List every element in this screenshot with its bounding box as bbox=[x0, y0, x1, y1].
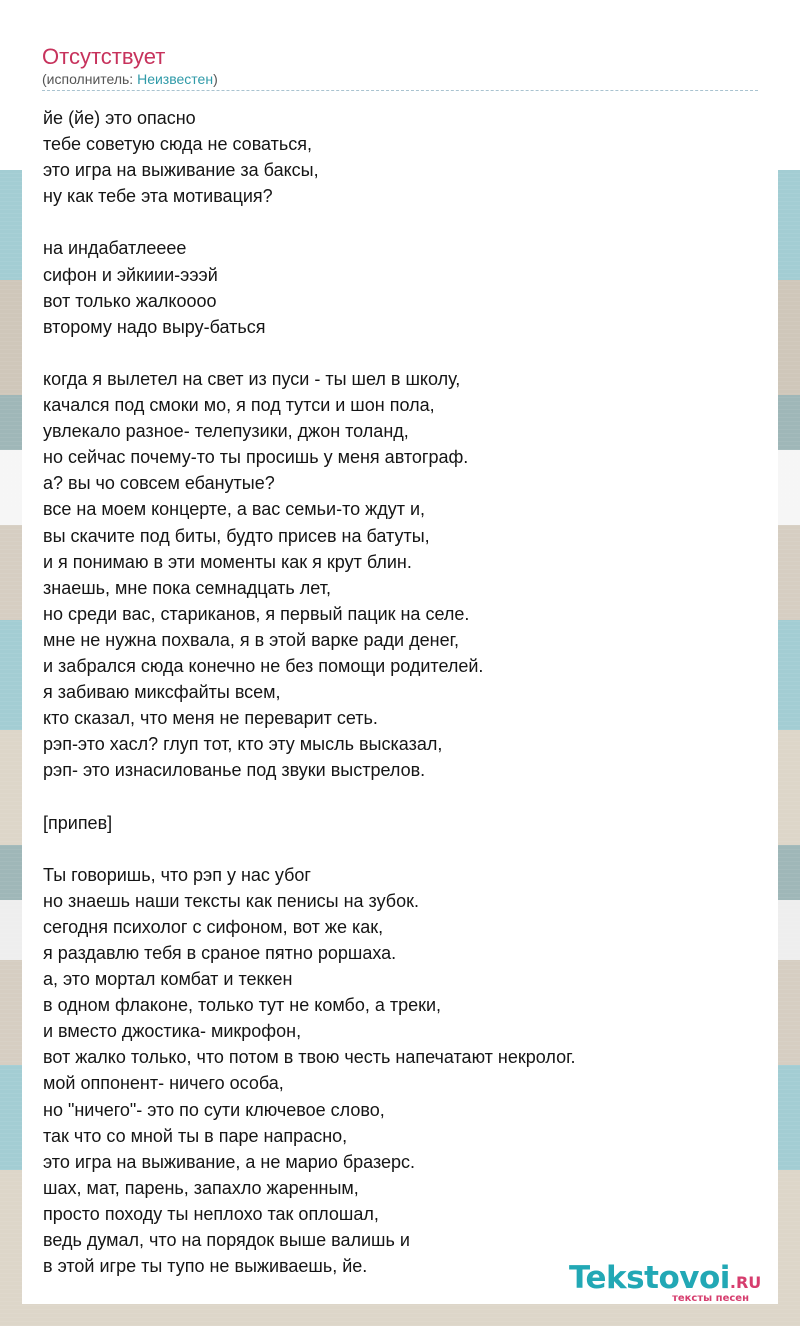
lyric-line: ну как тебе эта мотивация? bbox=[43, 186, 273, 207]
artist-suffix: ) bbox=[213, 71, 218, 87]
lyric-line: вот только жалкоооо bbox=[43, 290, 217, 311]
lyric-line: вот жалко только, что потом в твою честь напечатают некролог. bbox=[43, 1047, 576, 1068]
lyric-line: в этой игре ты тупо не выживаешь, йе. bbox=[43, 1256, 368, 1277]
lyric-line: ведь думал, что на порядок выше валишь и bbox=[43, 1230, 410, 1251]
lyric-line: шах, мат, парень, запахло жаренным, bbox=[43, 1177, 359, 1198]
lyric-line: вы скачите под биты, будто присев на батуты, bbox=[43, 525, 430, 546]
lyric-line bbox=[43, 836, 763, 862]
lyric-line: все на моем концерте, а вас семьи-то ждут и, bbox=[43, 499, 426, 520]
lyrics-card bbox=[22, 34, 778, 1304]
lyric-line: я забиваю миксфайты всем, bbox=[43, 682, 281, 703]
lyric-line: я раздавлю тебя в сраное пятно роршаха. bbox=[43, 943, 397, 963]
lyric-line: и вместо джостика- микрофон, bbox=[43, 1021, 302, 1042]
site-logo[interactable] bbox=[569, 1260, 779, 1304]
logo-name: Tekstovoi bbox=[569, 1260, 730, 1296]
lyric-line: второму надо выру-баться bbox=[43, 316, 266, 337]
lyric-line: просто походу ты неплохо так оплошал, bbox=[43, 1203, 379, 1224]
song-title: Отсутствует bbox=[42, 44, 166, 69]
lyric-line: тебе советую сюда не соваться, bbox=[43, 134, 313, 155]
lyric-line: но знаешь наши тексты как пенисы на зубок. bbox=[43, 890, 419, 911]
logo-tld: .RU bbox=[729, 1273, 762, 1292]
lyric-line: увлекало разное- телепузики, джон толанд, bbox=[43, 421, 409, 442]
lyric-line: а, это мортал комбат и теккен bbox=[43, 969, 293, 990]
lyric-line bbox=[43, 783, 763, 809]
lyric-line: мой оппонент- ничего особа, bbox=[43, 1073, 284, 1094]
lyric-line: мне не нужна похвала, я в этой варке ради денег, bbox=[43, 629, 459, 650]
lyric-line: но сейчас почему-то ты просишь у меня автограф. bbox=[43, 447, 469, 468]
lyric-line: йе (йе) это опасно bbox=[43, 108, 196, 128]
lyric-line: сегодня психолог с сифоном, вот же как, bbox=[43, 916, 384, 937]
lyric-line: это игра на выживание за баксы, bbox=[43, 160, 319, 181]
lyric-line: кто сказал, что меня не переварит сеть. bbox=[43, 708, 378, 729]
lyric-line bbox=[43, 209, 763, 235]
lyric-line: а? вы чо совсем ебанутые? bbox=[43, 473, 275, 494]
logo-tagline: тексты песен bbox=[672, 1293, 749, 1304]
lyrics-text bbox=[43, 105, 763, 1279]
lyric-line: на индабатлееее bbox=[43, 238, 187, 259]
lyric-line: но "ничего"- это по сути ключевое слово, bbox=[43, 1099, 385, 1120]
lyric-line: [припев] bbox=[43, 812, 113, 833]
lyric-line: рэп-это хасл? глуп тот, кто эту мысль высказал, bbox=[43, 734, 443, 755]
lyric-line: и я понимаю в эти моменты как я крут блин. bbox=[43, 551, 412, 572]
lyric-line: в одном флаконе, только тут не комбо, а треки, bbox=[43, 995, 442, 1016]
artist-prefix: (исполнитель: bbox=[42, 71, 138, 87]
artist-line bbox=[42, 70, 758, 88]
lyric-line: это игра на выживание, а не марио бразерс. bbox=[43, 1151, 416, 1172]
lyric-line bbox=[43, 340, 763, 366]
song-header bbox=[42, 44, 758, 91]
lyric-line: так что со мной ты в паре напрасно, bbox=[43, 1125, 348, 1146]
lyric-line: качался под смоки мо, я под тутси и шон пола, bbox=[43, 395, 435, 416]
lyric-line: когда я вылетел на свет из пуси - ты шел в школу, bbox=[43, 368, 461, 389]
lyric-line: и забрался сюда конечно не без помощи родителей. bbox=[43, 655, 484, 676]
lyric-line: но среди вас, стариканов, я первый пацик на селе. bbox=[43, 603, 470, 624]
lyric-line: сифон и эйкиии-эээй bbox=[43, 264, 218, 285]
lyric-line: рэп- это изнасилованье под звуки выстрелов. bbox=[43, 760, 426, 781]
lyric-line: знаешь, мне пока семнадцать лет, bbox=[43, 577, 331, 598]
lyric-line: Ты говоришь, что рэп у нас убог bbox=[43, 864, 311, 885]
artist-link[interactable]: Неизвестен bbox=[137, 71, 214, 87]
